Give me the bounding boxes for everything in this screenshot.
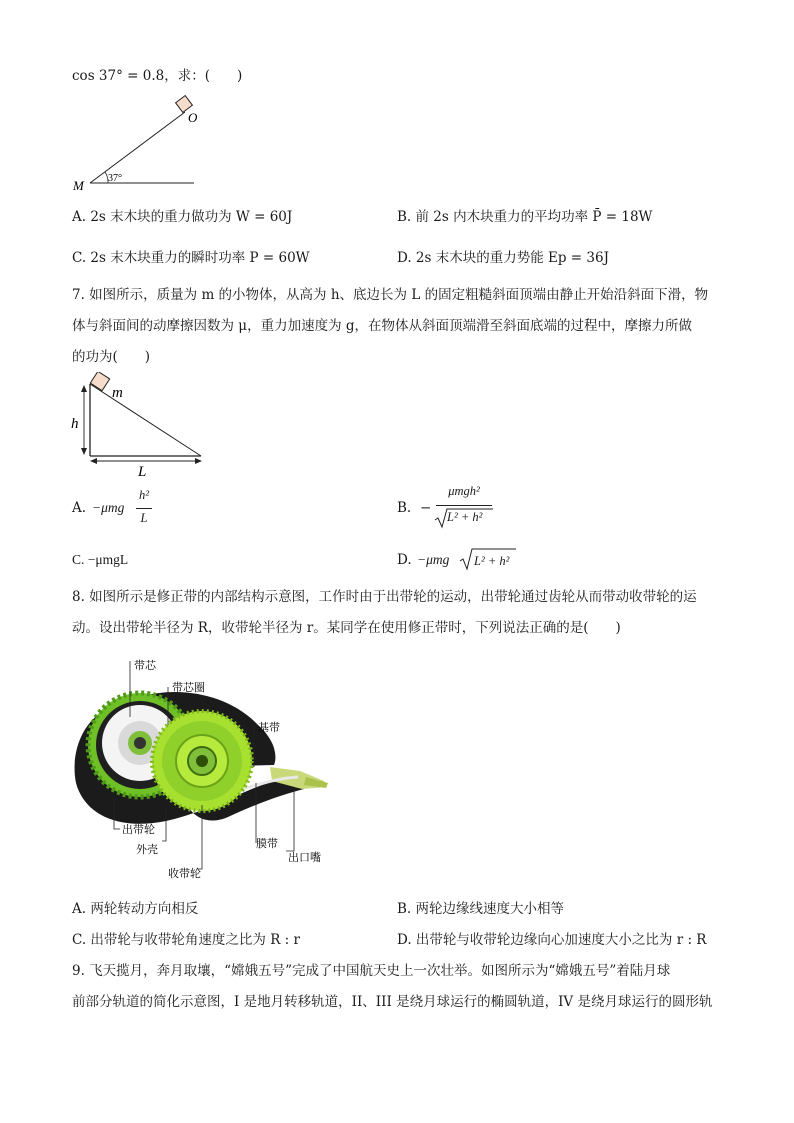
- q8-label-daixin: 带芯: [134, 660, 156, 672]
- q8-label-chukouzui: 出口嘴: [288, 852, 321, 864]
- q8-stem-line1: 8. 如图所示是修正带的内部结构示意图，工作时由于出带轮的运动，出带轮通过齿轮从而带动收带轮的运: [72, 589, 697, 605]
- q6-option-a: A. 2s 末木块的重力做功为 W = 60J: [72, 209, 293, 225]
- q7-option-b-sign: −: [420, 500, 432, 516]
- q7-option-a-prefix: A.: [72, 500, 87, 516]
- q7-option-a-denominator: L: [140, 511, 148, 525]
- q7-label-l: L: [138, 464, 147, 480]
- q6-option-d: D. 2s 末木块的重力势能 Ep = 36J: [397, 250, 610, 266]
- q8-label-modai: 膜带: [256, 838, 278, 850]
- q8-option-c: C. 出带轮与收带轮角速度之比为 R : r: [72, 932, 300, 948]
- q8-label-shoudailun: 收带轮: [168, 868, 201, 880]
- q9-stem-line2: 前部分轨道的简化示意图，I 是地月转移轨道，II、III 是绕月球运行的椭圆轨道，IV 是绕月球运行的圆形轨: [72, 994, 713, 1010]
- q8-option-d: D. 出带轮与收带轮边缘向心加速度大小之比为 r : R: [397, 932, 707, 948]
- q7-stem-line3: 的功为( ): [72, 349, 151, 365]
- q7-option-d-radicand: L² + h²: [474, 554, 510, 568]
- q8-stem-line2: 动。设出带轮半径为 R，收带轮半径为 r。某同学在使用修正带时，下列说法正确的是( ): [72, 620, 621, 636]
- q8-option-a: A. 两轮转动方向相反: [72, 901, 199, 917]
- q7-label-h: h: [71, 416, 79, 432]
- q6-label-angle: 37°: [108, 173, 122, 184]
- q6-incline-figure: [70, 92, 210, 192]
- q8-label-jidai: 基带: [258, 722, 280, 734]
- q8-label-daixinquan: 带芯圈: [172, 682, 205, 694]
- q7-option-b-numerator: μmgh²: [448, 484, 480, 498]
- q7-option-b-denominator: L² + h²: [447, 510, 483, 524]
- q6-option-c: C. 2s 末木块重力的瞬时功率 P = 60W: [72, 250, 310, 266]
- q8-label-chudailun: 出带轮: [122, 824, 155, 836]
- q7-option-d-coef: −μmg: [417, 552, 450, 567]
- q6-label-o: O: [188, 110, 198, 125]
- q6-option-b: B. 前 2s 内木块重力的平均功率 P̄ = 18W: [397, 209, 653, 225]
- q7-option-b-prefix: B.: [397, 500, 412, 516]
- q7-option-c: C. −μmgL: [72, 552, 129, 567]
- q7-option-a-numerator: h²: [139, 488, 149, 502]
- q8-correction-tape-figure: [70, 655, 340, 885]
- q8-label-waike: 外壳: [136, 844, 158, 856]
- q7-option-b-fraction-bar: [436, 505, 492, 506]
- q7-stem-line1: 7. 如图所示，质量为 m 的小物体，从高为 h、底边长为 L 的固定粗糙斜面顶端由静止开始沿斜面下滑，物: [72, 287, 709, 303]
- q7-stem-line2: 体与斜面间的动摩擦因数为 μ，重力加速度为 g，在物体从斜面顶端滑至斜面底端的过程中，摩擦力所做: [72, 318, 692, 334]
- q6-label-m: M: [73, 178, 84, 192]
- q9-stem-line1: 9. 飞天揽月，奔月取壤，“嫦娥五号”完成了中国航天史上一次壮举。如图所示为“嫦娥五号”着陆月球: [72, 963, 671, 979]
- q7-option-a-fraction-bar: [136, 508, 152, 509]
- q7-option-d-prefix: D.: [397, 552, 412, 568]
- q8-option-b: B. 两轮边缘线速度大小相等: [397, 901, 565, 917]
- q7-label-m: m: [112, 385, 123, 401]
- q7-incline-figure: [66, 372, 216, 480]
- q7-option-a-coef: −μmg: [92, 500, 125, 515]
- q6-stem-tail: cos 37° = 0.8，求：( ): [72, 68, 243, 84]
